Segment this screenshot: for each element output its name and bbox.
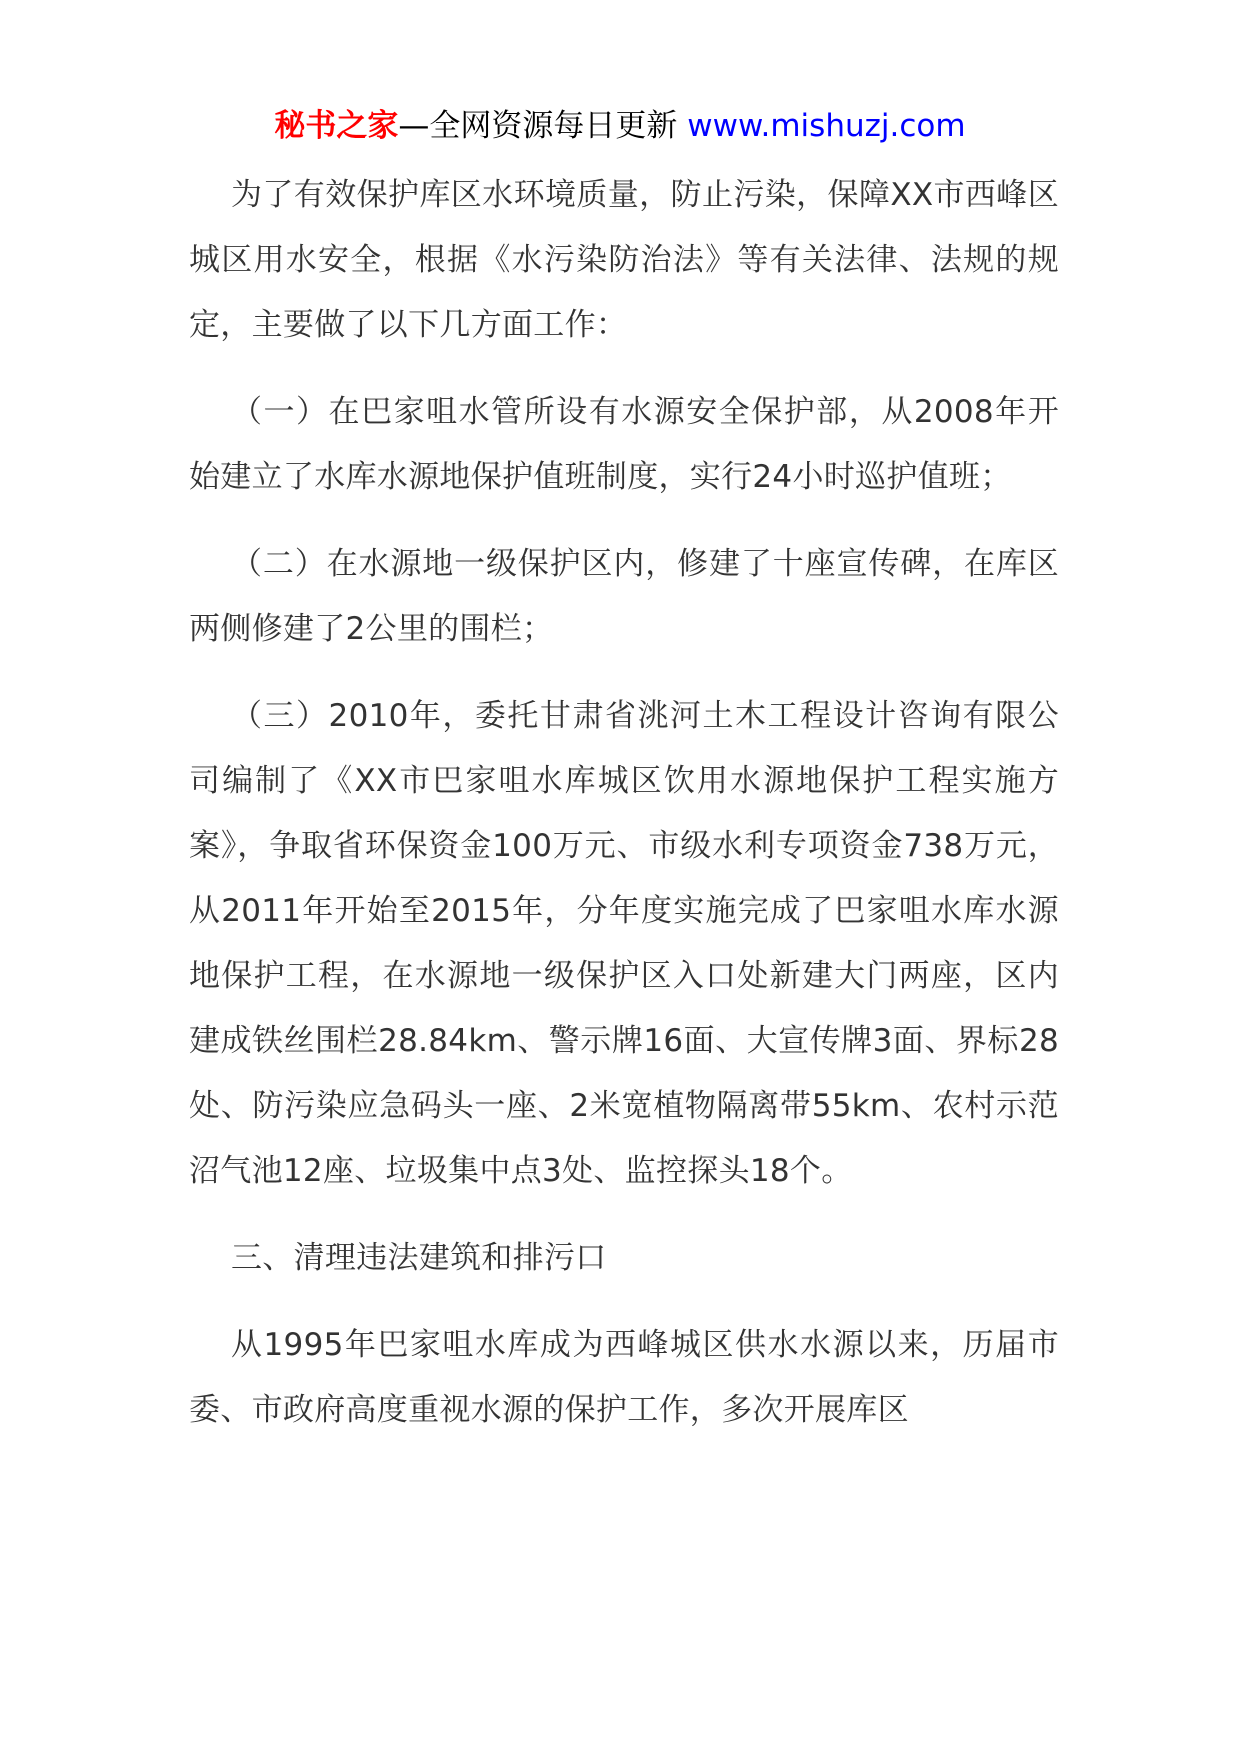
site-url-link[interactable]: www.mishuzj.com: [687, 108, 966, 144]
item-one-paragraph: （一）在巴家咀水管所设有水源安全保护部，从2008年开始建立了水库水源地保护值班制度，实行24小时巡护值班；: [189, 394, 1059, 495]
site-header: [0, 106, 1240, 146]
item-two-paragraph: （二）在水源地一级保护区内，修建了十座宣传碑，在库区两侧修建了2公里的围栏；: [189, 546, 1059, 647]
section-heading: 三、清理违法建筑和排污口: [231, 1240, 607, 1276]
document-body: [189, 163, 1059, 1443]
brand-name: 秘书之家: [274, 108, 399, 144]
intro-paragraph: 为了有效保护库区水环境质量，防止污染，保障XX市西峰区城区用水安全，根据《水污染防治法》等有关法律、法规的规定，主要做了以下几方面工作：: [189, 177, 1059, 343]
header-tagline: —全网资源每日更新: [398, 108, 678, 144]
section-paragraph: 从1995年巴家咀水库成为西峰城区供水水源以来，历届市委、市政府高度重视水源的保护工作，多次开展库区: [189, 1327, 1059, 1428]
item-three-paragraph: （三）2010年，委托甘肃省洮河土木工程设计咨询有限公司编制了《XX市巴家咀水库城区饮用水源地保护工程实施方案》，争取省环保资金100万元、市级水利专项资金738万元，从2011年开始至2015年，分年度实施完成了巴家咀水库水源地保护工程，在水源地一级保护区入口处新建大门两座，区内建成铁丝围栏28.84km、警示牌16面、大宣传牌3面、界标28处、防污染应急码头一座、2米宽植物隔离带55km、农村示范沼气池12座、垃圾集中点3处、监控探头18个。: [189, 698, 1059, 1189]
